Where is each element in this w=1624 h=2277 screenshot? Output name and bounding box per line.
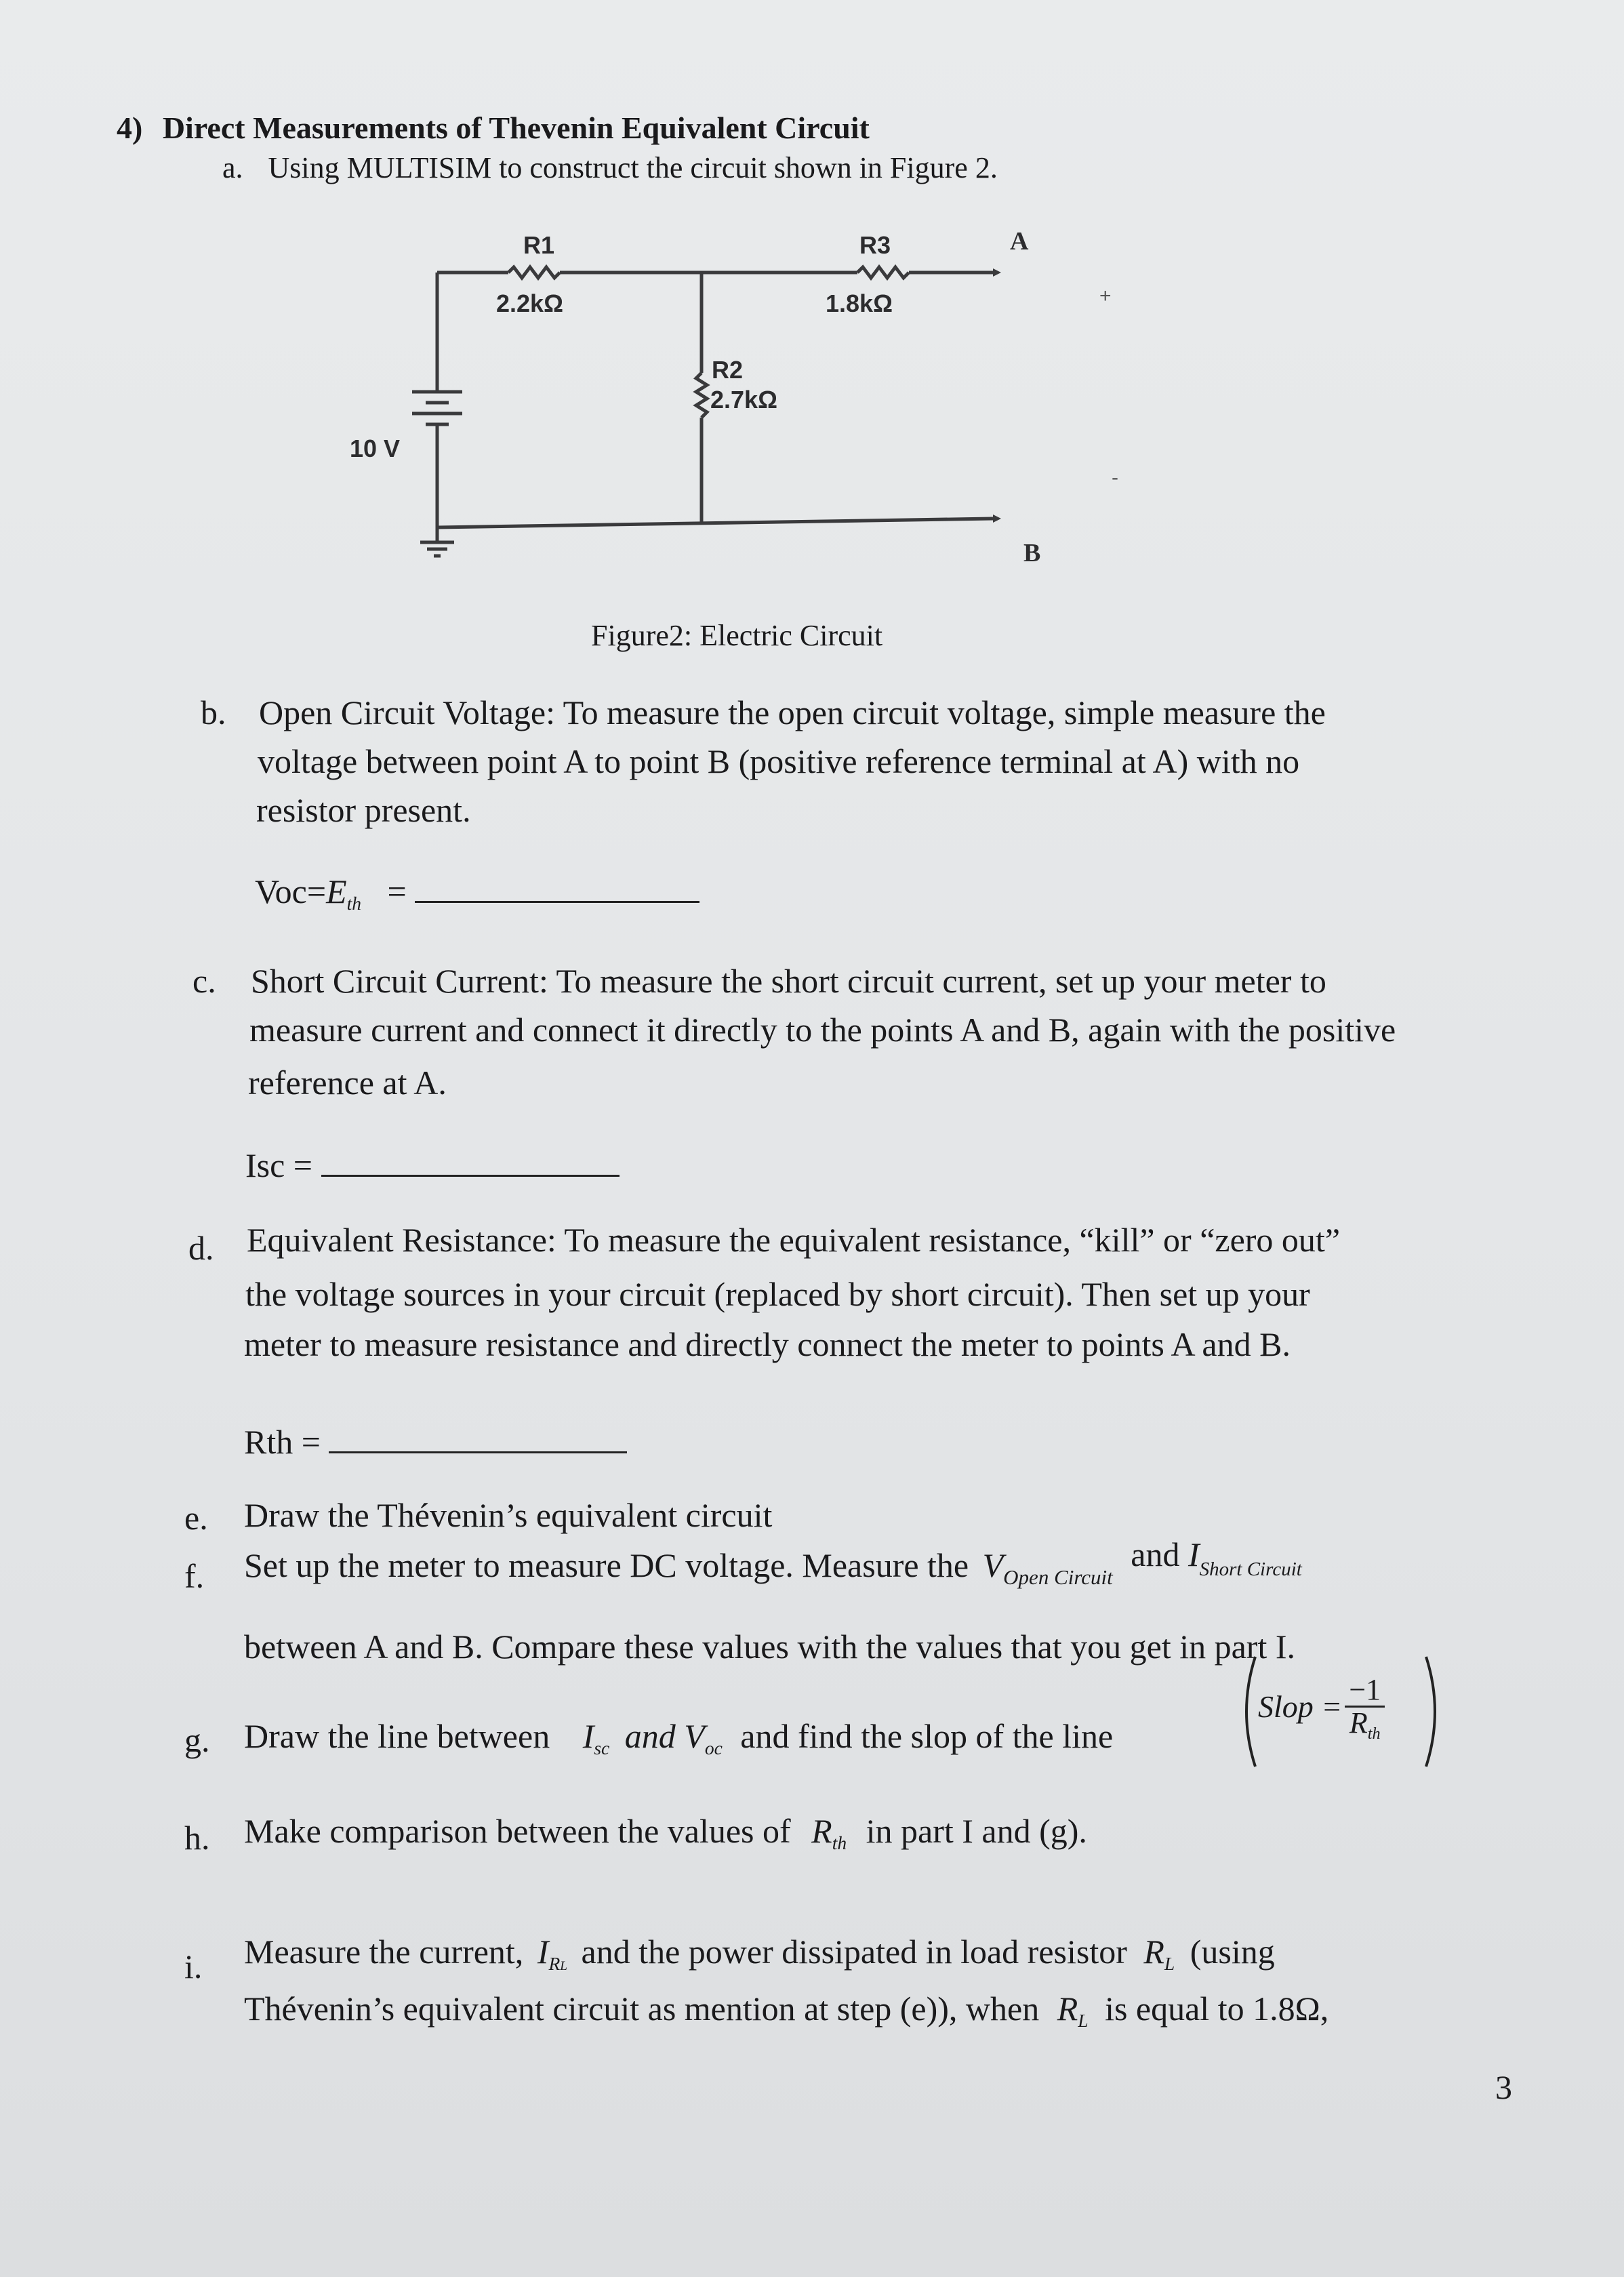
item-b-line2: voltage between point A to point B (positive reference terminal at A) with no [258,742,1300,780]
r3-value-label: 1.8kΩ [826,289,893,317]
item-i-post: (using [1190,1933,1275,1971]
left-paren [1235,1654,1259,1769]
item-h-post: in part I and (g). [866,1812,1087,1850]
r2-name-label: R2 [712,356,744,384]
item-g-post: and find the slop of the line [740,1717,1114,1755]
item-e-text: Draw the Thévenin’s equivalent circuit [244,1496,773,1534]
rth-symbol: R [811,1812,832,1850]
item-c-line1: Short Circuit Current: To measure the short circuit current, set up your meter to [251,962,1326,1000]
item-g-pre: Draw the line between [244,1717,550,1755]
item-i-mid: and the power dissipated in load resistor [581,1933,1127,1971]
resistor-r2 [696,373,707,418]
item-e-letter: e. [184,1499,208,1537]
v-open-symbol: V [982,1546,1004,1584]
circuit-diagram [325,210,1206,590]
isc-label: Isc = [245,1146,312,1184]
item-i-line2 [244,1989,1329,2031]
source-voltage-label: 10 V [350,435,401,462]
rl-symbol: R [1143,1933,1164,1971]
right-paren [1422,1654,1446,1769]
rth-subscript: th [832,1832,847,1853]
item-c-letter: c. [192,962,216,1000]
section-heading [117,110,870,146]
item-b-line3: resistor present. [256,791,471,829]
isc-answer-blank[interactable] [321,1175,620,1177]
isc-symbol: I [582,1717,594,1755]
item-g-letter: g. [184,1721,210,1759]
voc-equals: = [387,872,407,910]
slope-label: Slop = [1258,1689,1343,1725]
item-d-line2: the voltage sources in your circuit (replaced by short circuit). Then set up your [245,1275,1310,1313]
slope-den-subscript: th [1367,1724,1381,1743]
plus-sign: + [1099,285,1112,307]
item-i-pre: Measure the current, [244,1933,524,1971]
voc-symbol: V [684,1717,705,1755]
irl-sub-r: R [548,1952,561,1974]
item-i-line2-pre: Thévenin’s equivalent circuit as mention at step (e)), when [244,1990,1040,2028]
minus-sign: - [1112,466,1118,489]
item-d-line1: Equivalent Resistance: To measure the equivalent resistance, “kill” or “zero out” [247,1221,1341,1259]
slope-numerator: −1 [1345,1674,1385,1708]
slope-den-symbol: R [1349,1706,1368,1740]
r3-name-label: R3 [859,231,891,259]
item-g-line [244,1716,1113,1756]
item-f-and: and [1131,1535,1180,1573]
node-a-terminal [993,268,1001,277]
section-number: 4) [117,110,143,145]
voc-subscript: oc [704,1737,723,1758]
i-short-symbol: I [1187,1535,1200,1573]
item-i-line2-post: is equal to 1.8Ω, [1105,1990,1329,2028]
item-d-line3: meter to measure resistance and directly connect the meter to points A and B. [244,1325,1291,1363]
irl-symbol: I [537,1933,549,1971]
node-b-terminal [993,515,1001,523]
item-c-line2: measure current and connect it directly to the points A and B, again with the positive [249,1011,1396,1049]
wire-bottom [437,519,993,527]
eth-symbol: E [326,872,347,910]
item-f-letter: f. [184,1557,205,1595]
voc-label: Voc= [255,872,327,910]
r1-name-label: R1 [523,231,555,259]
rl-subscript-2: L [1078,2009,1089,2031]
item-a [222,150,998,185]
section-title: Direct Measurements of Thevenin Equivalent Circuit [162,110,870,145]
resistor-r1 [508,267,560,278]
item-c-line3: reference at A. [248,1064,447,1102]
item-a-text: Using MULTISIM to construct the circuit shown in Figure 2. [268,151,998,184]
slope-expression [1258,1673,1385,1743]
item-a-letter: a. [222,151,243,184]
node-a-label: A [1010,227,1029,256]
rl-symbol-2: R [1057,1990,1078,2028]
item-f-line2: between A and B. Compare these values with the values that you get in part I. [244,1628,1296,1666]
r1-value-label: 2.2kΩ [496,289,563,317]
node-b-label: B [1023,539,1041,567]
v-open-subscript: Open Circuit [1003,1565,1113,1589]
item-b-line1: Open Circuit Voltage: To measure the open circuit voltage, simple measure the [259,693,1326,731]
page-number: 3 [1495,2068,1512,2106]
irl-subscript [548,1953,567,1974]
item-h-letter: h. [184,1819,210,1857]
item-i-letter: i. [184,1948,203,1986]
item-b-letter: b. [201,693,226,731]
figure-caption: Figure2: Electric Circuit [591,619,883,652]
item-h-pre: Make comparison between the values of [244,1812,791,1850]
rth-answer-blank[interactable] [329,1451,627,1453]
item-f-line1-text: Set up the meter to measure DC voltage. Measure the [244,1546,969,1584]
item-i-line1 [244,1932,1275,1974]
item-d-answer [244,1422,627,1462]
item-c-answer [245,1146,620,1185]
eth-subscript: th [346,892,361,914]
item-b-answer [255,872,699,914]
i-short-subscript: Short Circuit [1199,1558,1302,1580]
item-f-line1 [244,1535,1302,1589]
slope-denominator [1345,1706,1385,1743]
irl-sub-l: L [560,1958,567,1973]
rth-label: Rth = [244,1423,321,1461]
rl-subscript: L [1164,1952,1175,1974]
resistor-r3 [857,267,909,278]
item-g-and: and [624,1717,676,1755]
voc-answer-blank[interactable] [415,901,699,903]
isc-subscript: sc [594,1737,610,1758]
slope-fraction [1345,1673,1385,1743]
item-h-line [244,1811,1087,1851]
r2-value-label: 2.7kΩ [710,386,777,414]
item-d-letter: d. [188,1229,214,1267]
